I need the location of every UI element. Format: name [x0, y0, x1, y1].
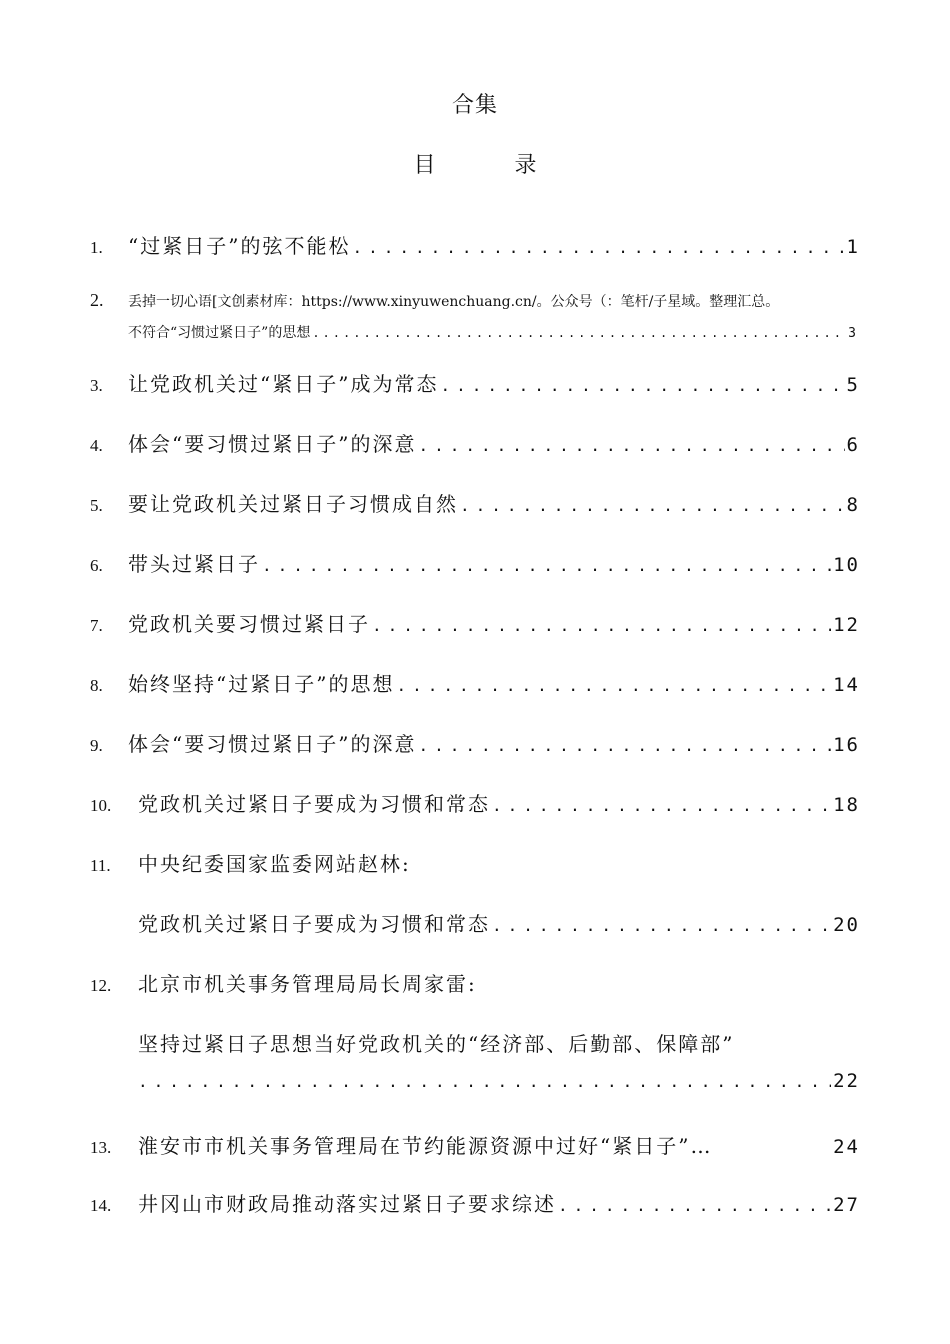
toc-number: 2.	[90, 290, 104, 310]
toc-entry-9[interactable]	[90, 728, 860, 757]
toc-entry-7[interactable]	[90, 608, 860, 637]
toc-number: 6.	[90, 556, 103, 575]
toc-number: 11.	[90, 856, 111, 875]
toc-page-number: 18	[833, 794, 860, 816]
toc-number: 12.	[90, 976, 112, 995]
toc-number: 13.	[90, 1138, 112, 1157]
toc-entry-6[interactable]	[90, 548, 860, 577]
toc-title: 体会“要习惯过紧日子”的深意	[128, 432, 417, 456]
toc-title: 淮安市市机关事务管理局在节约能源资源中过好“紧日子”…	[138, 1134, 713, 1158]
dot-leader	[418, 436, 844, 455]
toc-entry-2-line2[interactable]	[128, 322, 858, 342]
toc-title-line2: 党政机关过紧日子要成为习惯和常态	[138, 912, 490, 936]
toc-title-line1: 丢掉一切心语[文创素材库：https://www.xinyuwenchuang.cn/。公众号（：笔杆/子星域。整理汇总。	[128, 294, 780, 310]
dot-leader	[138, 1072, 831, 1091]
dot-leader	[418, 736, 831, 755]
toc-title: 体会“要习惯过紧日子”的深意	[128, 732, 417, 756]
toc-heading: 目 录	[413, 153, 573, 178]
toc-entry-3[interactable]	[90, 368, 860, 397]
toc-page-number: 1	[846, 236, 860, 258]
toc-entry-12[interactable]	[90, 968, 860, 997]
toc-entry-11[interactable]	[90, 848, 860, 877]
toc-number: 1.	[90, 238, 103, 257]
toc-title-line1: 中央纪委国家监委网站赵林:	[138, 852, 411, 876]
toc-title: 井冈山市财政局推动落实过紧日子要求综述	[138, 1192, 556, 1216]
toc-entry-12-leader-line[interactable]	[138, 1070, 860, 1092]
collection-title: 合集	[451, 93, 498, 118]
toc-page-number: 14	[833, 674, 860, 696]
toc-title: 带头过紧日子	[128, 552, 260, 576]
toc-page-number: 27	[833, 1194, 860, 1216]
dot-leader	[372, 616, 831, 635]
toc-page-number: 8	[846, 494, 860, 516]
toc-number: 7.	[90, 616, 103, 635]
dot-leader	[440, 376, 844, 395]
toc-title-line1: 北京市机关事务管理局局长周家雷:	[138, 972, 477, 996]
dot-leader	[460, 496, 845, 515]
toc-entry-13[interactable]	[90, 1130, 860, 1159]
toc-number: 4.	[90, 436, 103, 455]
toc-title: 要让党政机关过紧日子习惯成自然	[128, 492, 458, 516]
toc-number: 14.	[90, 1196, 112, 1215]
toc-title-line2[interactable]: 坚持过紧日子思想当好党政机关的“经济部、后勤部、保障部”	[138, 1032, 735, 1056]
toc-entry-11-line2[interactable]	[138, 908, 860, 937]
toc-entry-2[interactable]	[90, 290, 875, 311]
toc-title: 党政机关过紧日子要成为习惯和常态	[138, 792, 490, 816]
toc-page-number: 3	[848, 326, 858, 341]
toc-page-number: 6	[846, 434, 860, 456]
toc-page-number: 16	[833, 734, 860, 756]
dot-leader	[396, 676, 831, 695]
toc-entry-8[interactable]	[90, 668, 860, 697]
toc-title: 党政机关要习惯过紧日子	[128, 612, 370, 636]
toc-title: 始终坚持“过紧日子”的思想	[128, 672, 395, 696]
toc-title-line2: 不符合“习惯过紧日子”的思想	[128, 325, 311, 341]
toc-number: 3.	[90, 376, 103, 395]
dot-leader	[352, 238, 844, 257]
toc-page-number: 20	[833, 914, 860, 936]
toc-entry-1[interactable]	[90, 230, 860, 259]
toc-page-number: 22	[833, 1070, 860, 1092]
toc-number: 9.	[90, 736, 103, 755]
toc-entry-4[interactable]	[90, 428, 860, 457]
dot-leader	[312, 326, 846, 340]
dot-leader	[558, 1196, 831, 1215]
dot-leader	[492, 796, 831, 815]
dot-leader	[492, 916, 831, 935]
toc-page-number: 5	[846, 374, 860, 396]
toc-entry-14[interactable]	[90, 1188, 860, 1217]
dot-leader	[262, 556, 831, 575]
toc-number: 10.	[90, 796, 112, 815]
toc-number: 8.	[90, 676, 103, 695]
toc-entry-5[interactable]	[90, 488, 860, 517]
toc-page-number: 12	[833, 614, 860, 636]
toc-page-number: 10	[833, 554, 860, 576]
toc-number: 5.	[90, 496, 103, 515]
toc-entry-10[interactable]	[90, 788, 860, 817]
toc-title: 让党政机关过“紧日子”成为常态	[128, 372, 439, 396]
toc-title: “过紧日子”的弦不能松	[128, 234, 351, 258]
toc-page-number: 24	[833, 1136, 860, 1158]
